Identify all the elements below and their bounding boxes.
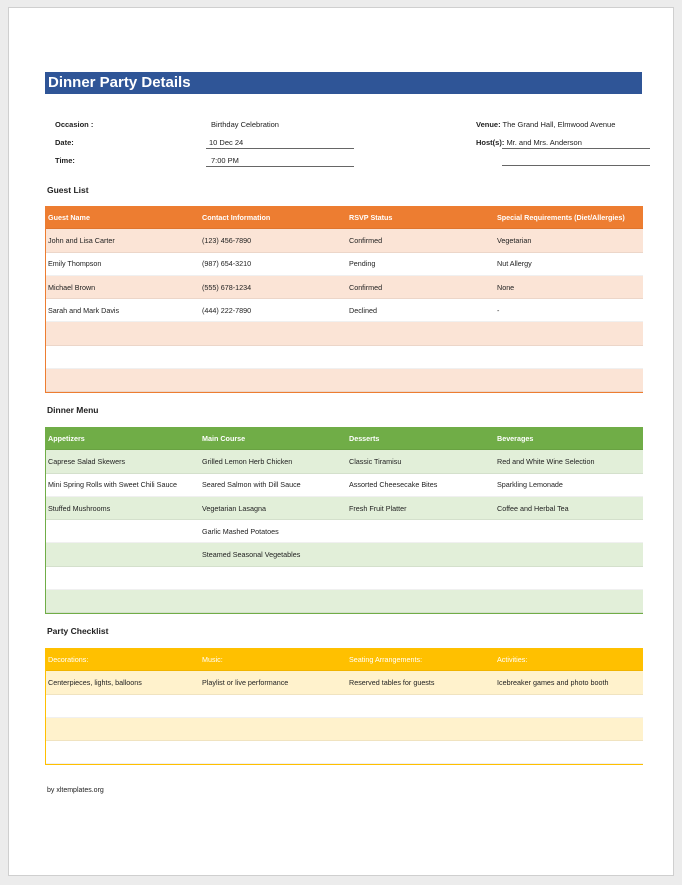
table-cell: Classic Tiramisu <box>349 456 402 466</box>
table-cell <box>347 543 495 565</box>
table-cell: Michael Brown <box>48 282 96 292</box>
guest-list-title: Guest List <box>47 185 89 195</box>
time-value: 7:00 PM <box>211 156 239 165</box>
footer-credit: by xltemplates.org <box>47 787 104 794</box>
party-checklist-table <box>45 648 643 765</box>
date-value: 10 Dec 24 <box>209 138 244 147</box>
table-row <box>46 322 643 345</box>
table-row <box>46 543 643 566</box>
table-cell <box>495 590 643 612</box>
table-cell: Assorted Cheesecake Bites <box>349 480 438 490</box>
dinner-menu-title: Dinner Menu <box>47 405 99 415</box>
table-cell <box>46 346 200 368</box>
guest-list-header-row <box>46 206 643 229</box>
column-header: Desserts <box>349 433 380 443</box>
table-row <box>46 695 643 718</box>
table-cell <box>46 718 200 740</box>
occasion-label: Occasion : <box>55 120 94 129</box>
column-header: Beverages <box>497 433 534 443</box>
table-row <box>46 590 643 613</box>
column-header: Guest Name <box>48 212 90 222</box>
table-cell <box>46 543 200 565</box>
table-cell: Grilled Lemon Herb Chicken <box>202 456 293 466</box>
table-cell: Confirmed <box>349 235 383 245</box>
table-cell: (987) 654-3210 <box>202 259 252 269</box>
table-cell: Sparkling Lemonade <box>497 480 563 490</box>
column-header: Decorations: <box>48 654 89 664</box>
table-cell <box>347 590 495 612</box>
table-cell <box>347 346 495 368</box>
table-cell <box>495 741 643 763</box>
table-cell: Declined <box>349 305 377 315</box>
table-cell <box>495 543 643 565</box>
table-cell: (555) 678-1234 <box>202 282 252 292</box>
venue-line <box>476 120 615 130</box>
column-header: Activities: <box>497 654 528 664</box>
table-cell: Steamed Seasonal Vegetables <box>202 550 301 560</box>
table-cell: Seared Salmon with Dill Sauce <box>202 480 301 490</box>
table-cell: Playlist or live performance <box>202 677 289 687</box>
table-row <box>46 671 643 694</box>
table-row <box>46 450 643 473</box>
table-row <box>46 253 643 276</box>
hosts-underline-2 <box>502 165 650 166</box>
time-underline <box>206 166 354 167</box>
party-checklist-header-row <box>46 648 643 671</box>
table-row <box>46 718 643 741</box>
hosts-value: Mr. and Mrs. Anderson <box>506 138 582 147</box>
table-cell: Reserved tables for guests <box>349 677 435 687</box>
table-cell: Mini Spring Rolls with Sweet Chili Sauce <box>48 480 178 490</box>
table-cell <box>495 369 643 391</box>
table-cell: (123) 456-7890 <box>202 235 252 245</box>
column-header: Contact Information <box>202 212 271 222</box>
table-cell <box>200 695 347 717</box>
table-cell: Emily Thompson <box>48 259 102 269</box>
table-cell <box>200 322 347 344</box>
table-cell: None <box>497 282 515 292</box>
table-cell <box>347 520 495 542</box>
column-header: Music: <box>202 654 223 664</box>
table-cell: Red and White Wine Selection <box>497 456 595 466</box>
column-header: Appetizers <box>48 433 85 443</box>
hosts-line <box>476 138 582 148</box>
table-cell: Coffee and Herbal Tea <box>497 503 569 513</box>
table-cell: Pending <box>349 259 376 269</box>
table-cell: John and Lisa Carter <box>48 235 115 245</box>
table-cell <box>46 695 200 717</box>
table-cell <box>347 741 495 763</box>
table-row <box>46 474 643 497</box>
table-cell <box>495 322 643 344</box>
page-title: Dinner Party Details <box>45 72 642 94</box>
table-cell <box>200 718 347 740</box>
table-cell <box>46 741 200 763</box>
date-label: Date: <box>55 138 74 147</box>
occasion-value: Birthday Celebration <box>211 120 279 129</box>
time-label: Time: <box>55 156 75 165</box>
table-row <box>46 497 643 520</box>
table-cell: Stuffed Mushrooms <box>48 503 111 513</box>
table-cell <box>347 695 495 717</box>
table-cell: - <box>497 305 500 315</box>
table-row <box>46 299 643 322</box>
table-cell <box>46 369 200 391</box>
hosts-underline <box>502 148 650 149</box>
dinner-menu-table <box>45 427 643 614</box>
table-cell <box>347 322 495 344</box>
table-cell <box>495 718 643 740</box>
table-row <box>46 520 643 543</box>
table-cell: Caprese Salad Skewers <box>48 456 126 466</box>
table-cell: Centerpieces, lights, balloons <box>48 677 142 687</box>
dinner-menu-header-row <box>46 427 643 450</box>
table-cell <box>46 590 200 612</box>
table-row <box>46 567 643 590</box>
column-header: Seating Arrangements: <box>349 654 423 664</box>
table-cell <box>200 346 347 368</box>
table-cell <box>495 567 643 589</box>
table-cell <box>46 322 200 344</box>
table-cell <box>347 369 495 391</box>
table-cell <box>46 520 200 542</box>
table-cell: Vegetarian Lasagna <box>202 503 266 513</box>
table-row <box>46 346 643 369</box>
table-cell: Nut Allergy <box>497 259 532 269</box>
party-checklist-title: Party Checklist <box>47 626 109 636</box>
table-cell: Sarah and Mark Davis <box>48 305 120 315</box>
table-cell <box>495 346 643 368</box>
table-row <box>46 276 643 299</box>
table-cell <box>347 718 495 740</box>
table-cell: Confirmed <box>349 282 383 292</box>
table-row <box>46 369 643 392</box>
column-header: RSVP Status <box>349 212 393 222</box>
table-cell <box>200 741 347 763</box>
table-row <box>46 229 643 252</box>
table-cell <box>495 520 643 542</box>
table-cell: Fresh Fruit Platter <box>349 503 407 513</box>
table-cell: Icebreaker games and photo booth <box>497 677 609 687</box>
table-cell <box>200 369 347 391</box>
venue-label: Venue: <box>476 120 501 129</box>
table-row <box>46 741 643 764</box>
column-header: Special Requirements (Diet/Allergies) <box>497 212 625 222</box>
table-cell <box>495 695 643 717</box>
table-cell: Garlic Mashed Potatoes <box>202 526 279 536</box>
table-cell <box>200 567 347 589</box>
table-cell: Vegetarian <box>497 235 532 245</box>
guest-list-table <box>45 206 643 393</box>
table-cell <box>46 567 200 589</box>
table-cell: (444) 222-7890 <box>202 305 252 315</box>
date-underline <box>206 148 354 149</box>
column-header: Main Course <box>202 433 246 443</box>
venue-value: The Grand Hall, Elmwood Avenue <box>502 120 616 129</box>
table-cell <box>200 590 347 612</box>
hosts-label: Host(s): <box>476 138 505 147</box>
table-cell <box>347 567 495 589</box>
